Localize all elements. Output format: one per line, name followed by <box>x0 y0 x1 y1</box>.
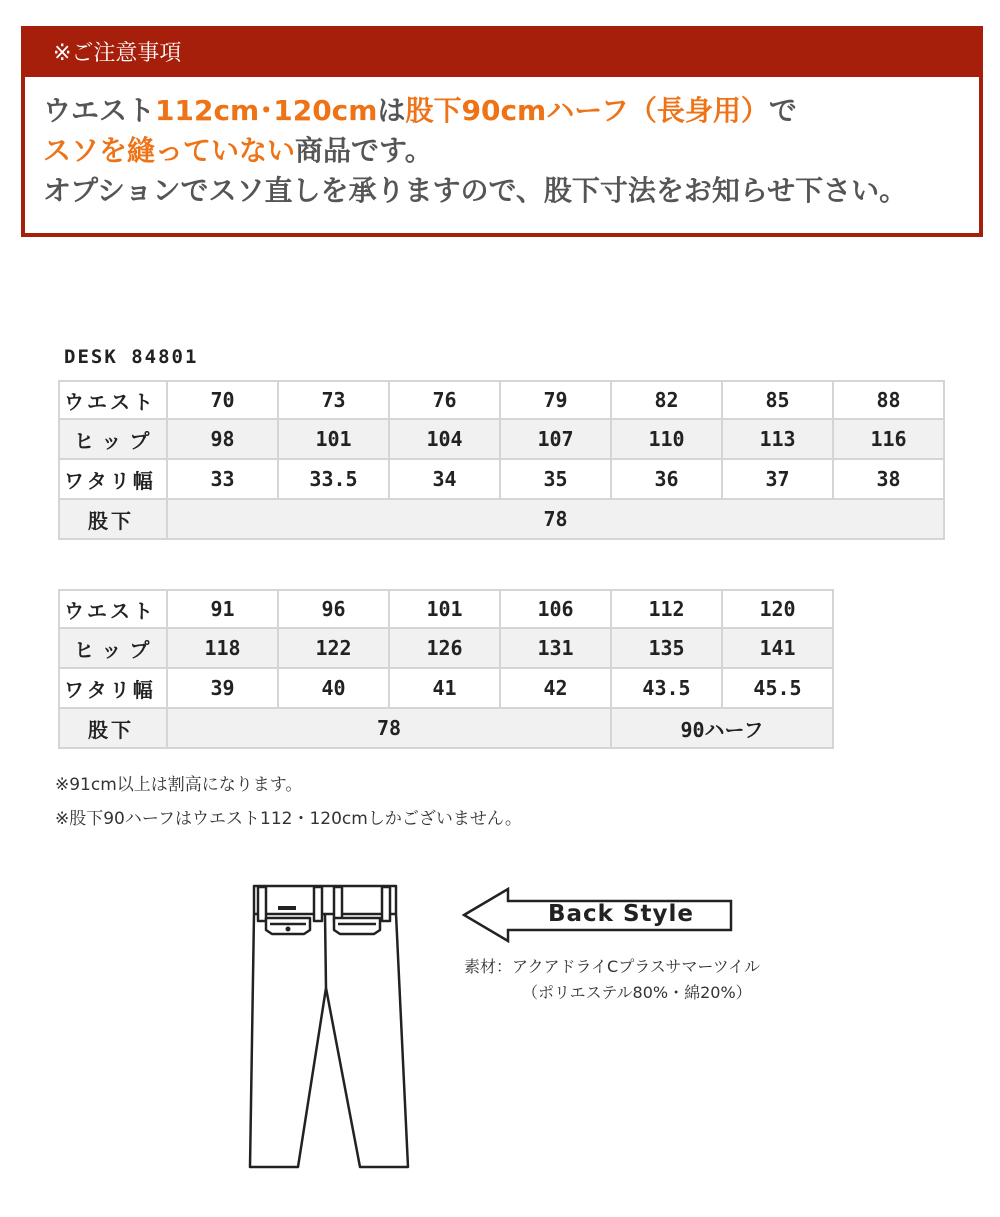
size-table-1 <box>58 380 945 540</box>
notice-text: は <box>377 94 406 127</box>
material-line-2: （ポリエステル80%・綿20%） <box>522 983 752 1002</box>
material-info <box>464 954 760 1006</box>
table-row <box>58 420 945 460</box>
table-cell: 42 <box>501 669 612 709</box>
notice-text: ウエスト <box>43 94 156 127</box>
model-number: DESK 84801 <box>64 346 199 368</box>
table-cell: 106 <box>501 589 612 629</box>
table-cell: 107 <box>501 420 612 460</box>
row-label: ワタリ幅 <box>58 460 168 500</box>
table-row <box>58 589 834 629</box>
table-cell: 101 <box>390 589 501 629</box>
table-cell: 116 <box>834 420 945 460</box>
table-row <box>58 460 945 500</box>
material-line-1: 素材：アクアドライCプラスサマーツイル <box>464 957 760 976</box>
table-row <box>58 669 834 709</box>
back-style-label <box>462 887 734 943</box>
table-cell: 70 <box>168 380 279 420</box>
note-price: ※91cm以上は割高になります。 <box>55 775 303 795</box>
notice-highlight: スソを縫っていない <box>43 134 296 167</box>
table-cell: 76 <box>390 380 501 420</box>
row-label: 股下 <box>58 709 168 749</box>
table-cell: 112 <box>612 589 723 629</box>
table-cell: 36 <box>612 460 723 500</box>
table-cell: 35 <box>501 460 612 500</box>
table-cell: 91 <box>168 589 279 629</box>
table-cell: 45.5 <box>723 669 834 709</box>
row-label: ヒップ <box>58 629 168 669</box>
table-cell: 88 <box>834 380 945 420</box>
row-label: ウエスト <box>58 589 168 629</box>
table-row <box>58 709 834 749</box>
row-label: ウエスト <box>58 380 168 420</box>
table-cell: 141 <box>723 629 834 669</box>
table-cell: 33 <box>168 460 279 500</box>
table-cell: 40 <box>279 669 390 709</box>
table-cell: 110 <box>612 420 723 460</box>
row-label: ヒップ <box>58 420 168 460</box>
table-cell: 120 <box>723 589 834 629</box>
table-cell: 131 <box>501 629 612 669</box>
table-cell: 41 <box>390 669 501 709</box>
inseam-value: 78 <box>168 709 612 749</box>
table-cell: 104 <box>390 420 501 460</box>
note-half-length: ※股下90ハーフはウエスト112・120cmしかございません。 <box>55 809 522 829</box>
table-cell: 98 <box>168 420 279 460</box>
table-row <box>58 629 834 669</box>
notice-body <box>25 77 979 211</box>
table-cell: 33.5 <box>279 460 390 500</box>
inseam-half-value: 90ハーフ <box>612 709 834 749</box>
table-cell: 122 <box>279 629 390 669</box>
notice-box <box>21 26 983 237</box>
back-style-text: Back Style <box>548 901 695 927</box>
row-label: ワタリ幅 <box>58 669 168 709</box>
table-cell: 82 <box>612 380 723 420</box>
pants-back-illustration-icon <box>248 884 412 1174</box>
notice-line-3: オプションでスソ直しを承りますので、股下寸法をお知らせ下さい。 <box>43 174 908 207</box>
table-cell: 79 <box>501 380 612 420</box>
table-cell: 96 <box>279 589 390 629</box>
table-cell: 37 <box>723 460 834 500</box>
table-cell: 118 <box>168 629 279 669</box>
notice-text: で <box>768 94 797 127</box>
notice-header: ※ご注意事項 <box>25 30 979 77</box>
inseam-value: 78 <box>168 500 945 540</box>
table-row <box>58 500 945 540</box>
notice-highlight: 112cm･120cm <box>155 94 378 127</box>
table-cell: 34 <box>390 460 501 500</box>
table-cell: 43.5 <box>612 669 723 709</box>
table-cell: 38 <box>834 460 945 500</box>
size-table-2 <box>58 589 834 749</box>
notice-highlight: 股下90cmハーフ（長身用） <box>405 94 769 127</box>
table-row <box>58 380 945 420</box>
notice-line-1 <box>43 91 979 131</box>
notice-text: 商品です。 <box>295 134 433 167</box>
notice-line-2 <box>43 131 979 171</box>
table-cell: 126 <box>390 629 501 669</box>
table-cell: 135 <box>612 629 723 669</box>
table-cell: 113 <box>723 420 834 460</box>
table-cell: 39 <box>168 669 279 709</box>
table-cell: 85 <box>723 380 834 420</box>
table-cell: 73 <box>279 380 390 420</box>
table-cell: 101 <box>279 420 390 460</box>
row-label: 股下 <box>58 500 168 540</box>
